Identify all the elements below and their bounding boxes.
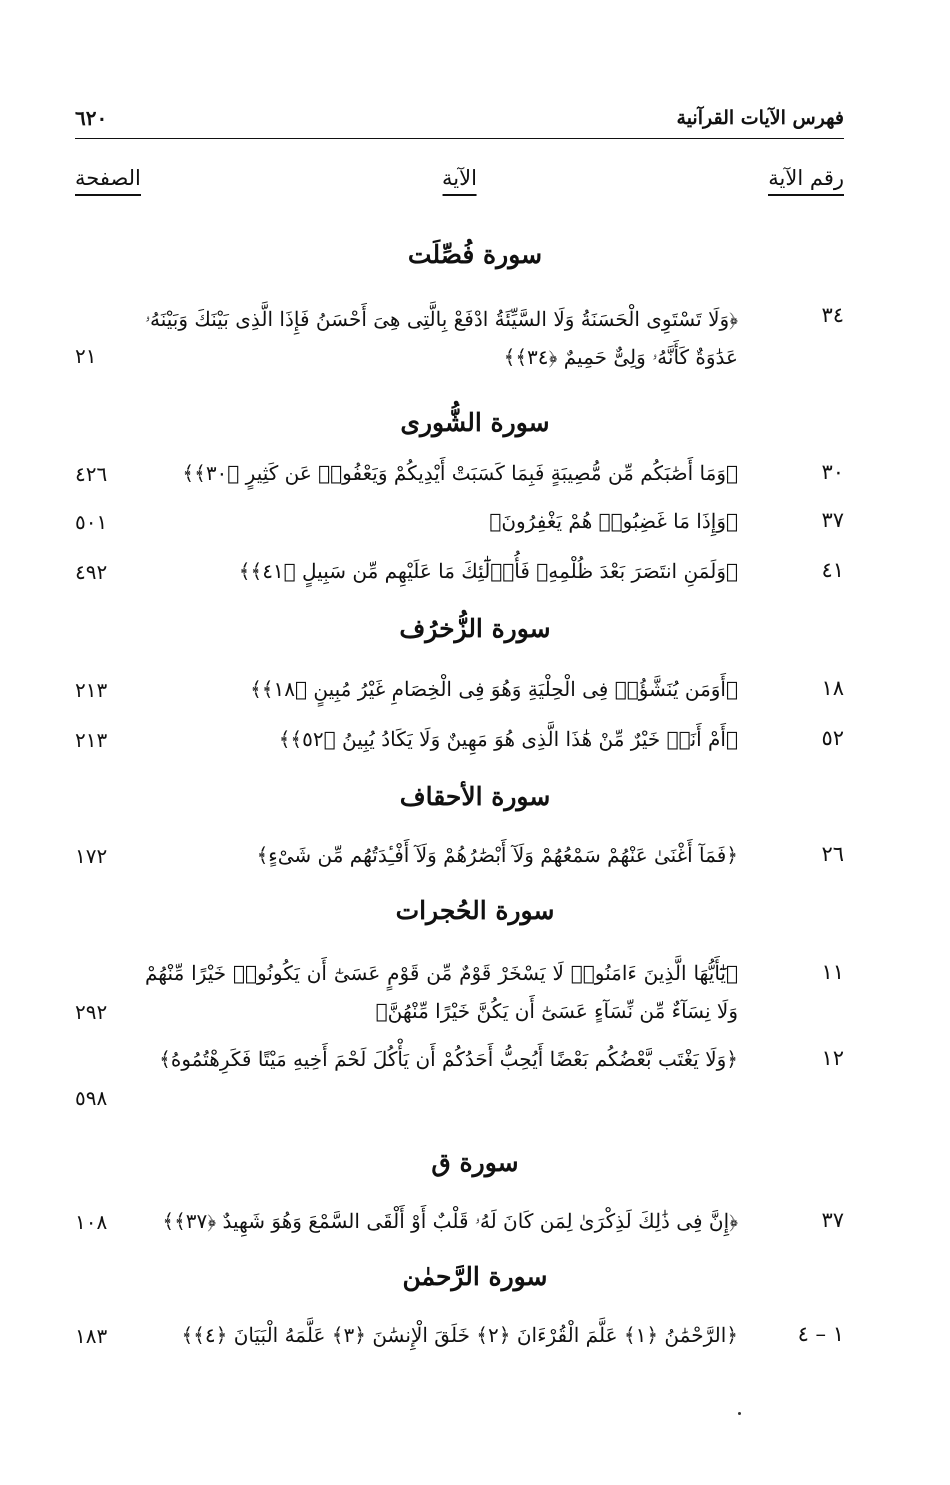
surah-heading: سورة الحُجرات — [395, 896, 555, 925]
column-header-ayah-number: رقم الآية — [768, 166, 844, 196]
ayah-number: ١١ — [821, 960, 844, 984]
page-number: ٦٢٠ — [75, 106, 108, 130]
ayah-entry — [75, 508, 844, 548]
page-reference: ٤٢٦ — [75, 462, 108, 486]
ayah-number: ٥٢ — [821, 726, 844, 750]
ayah-text: ﴿إِنَّ فِى ذَٰلِكَ لَذِكْرَىٰ لِمَن كَانَ لَهُۥ قَلْبٌ أَوْ أَلْقَى السَّمْعَ وَهُوَ شَهِيدٌ ﴿٣٧﴾﴾ — [162, 1209, 738, 1233]
ayah-number: ٣٧ — [821, 508, 844, 532]
ayah-text: ﴿وَلَا يَغْتَب بَّعْضُكُم بَعْضًا أَيُحِبُّ أَحَدُكُمْ أَن يَأْكُلَ لَحْمَ أَخِيهِ مَيْتًا فَكَرِهْتُمُوهُ﴾ — [159, 1047, 738, 1071]
ayah-entry — [75, 958, 844, 1038]
surah-heading: سورة ق — [431, 1148, 519, 1177]
column-headers — [75, 166, 844, 202]
ayah-text: ﴿فَمَآ أَغْنَىٰ عَنْهُمْ سَمْعُهُمْ وَلَآ أَبْصَٰرُهُمْ وَلَآ أَفْـِٔدَتُهُم مِّن شَىْءٍ﴾ — [256, 843, 738, 867]
ayah-number: ١ – ٤ — [797, 1322, 844, 1346]
surah-heading: سورة الأحقاف — [399, 782, 551, 811]
page-reference: ٤٩٢ — [75, 560, 108, 584]
surah-heading: سورة الشُّورى — [400, 408, 550, 437]
ayah-text: ﴿أَوَمَن يُنَشَّؤُا۟ فِى الْحِلْيَةِ وَهُوَ فِى الْخِصَامِ غَيْرُ مُبِينٍ ﴿١٨﴾﴾ — [250, 677, 738, 701]
column-header-ayah: الآية — [442, 166, 477, 196]
column-header-page: الصفحة — [75, 166, 141, 196]
ayah-entry — [75, 1208, 844, 1248]
page-reference: ٢١٣ — [75, 728, 108, 752]
ayah-text: ﴿وَمَا أَصَٰبَكُم مِّن مُّصِيبَةٍ فَبِمَا كَسَبَتْ أَيْدِيكُمْ وَيَعْفُوا۟ عَن كَثِيرٍ ﴿٣٠﴾﴾ — [182, 461, 738, 485]
running-title: فهرس الآيات القرآنية — [676, 107, 844, 129]
ayah-number: ٣٠ — [821, 460, 844, 484]
ayah-number: ١٢ — [821, 1046, 844, 1070]
ayah-text: ﴿وَلَا تَسْتَوِى الْحَسَنَةُ وَلَا السَّيِّئَةُ ادْفَعْ بِالَّتِى هِىَ أَحْسَنُ فَإِذَا الَّذِى بَيْنَكَ وَبَيْنَهُۥ عَدَٰوَةٌ كَأَنَّهُۥ وَلِىٌّ حَمِيمٌ ﴿٣٤﴾﴾ — [145, 307, 738, 369]
page-reference: ٢١ — [75, 344, 97, 368]
ayah-text: ﴿وَلَمَنِ انتَصَرَ بَعْدَ ظُلْمِهِۦ فَأُو۟لَٰٓئِكَ مَا عَلَيْهِم مِّن سَبِيلٍ ﴿٤١﴾﴾ — [238, 559, 738, 583]
running-header — [75, 98, 844, 139]
ayah-text: ﴿أَمْ أَنَا۠ خَيْرٌ مِّنْ هَٰذَا الَّذِى هُوَ مَهِينٌ وَلَا يَكَادُ يُبِينُ ﴿٥٢﴾﴾ — [278, 727, 738, 751]
print-speck — [738, 1412, 741, 1415]
page-reference: ٢١٣ — [75, 678, 108, 702]
surah-heading: سورة فُصِّلَت — [407, 240, 543, 269]
ayah-entry — [75, 842, 844, 882]
ayah-number: ٤١ — [821, 558, 844, 582]
ayah-entry — [75, 558, 844, 598]
ayah-number: ٣٤ — [821, 303, 844, 327]
ayah-number: ١٨ — [821, 676, 844, 700]
ayah-number: ٣٧ — [821, 1208, 844, 1232]
page-reference: ٥٩٨ — [75, 1086, 108, 1110]
page-reference: ١٧٢ — [75, 844, 108, 868]
ayah-entry — [75, 460, 844, 500]
ayah-entry — [75, 1322, 844, 1362]
ayah-entry — [75, 1044, 844, 1124]
page-reference: ١٠٨ — [75, 1210, 108, 1234]
page-reference: ٢٩٢ — [75, 1000, 108, 1024]
ayah-number: ٢٦ — [821, 842, 844, 866]
ayah-text: ﴿وَإِذَا مَا غَضِبُوا۟ هُمْ يَغْفِرُونَ﴾ — [489, 509, 738, 533]
ayah-text: ﴿يَٰٓأَيُّهَا الَّذِينَ ءَامَنُوا۟ لَا يَسْخَرْ قَوْمٌ مِّن قَوْمٍ عَسَىٰٓ أَن يَكُونُوا۟ خَيْرًا مِّنْهُمْ وَلَا نِسَآءٌ مِّن نِّسَآءٍ عَسَىٰٓ أَن يَكُنَّ خَيْرًا مِّنْهُنَّ﴾ — [145, 961, 738, 1023]
ayah-entry — [75, 726, 844, 766]
page-reference: ٥٠١ — [75, 510, 108, 534]
ayah-text: ﴿الرَّحْمَٰنُ ﴿١﴾ عَلَّمَ الْقُرْءَانَ ﴿٢﴾ خَلَقَ الْإِنسَٰنَ ﴿٣﴾ عَلَّمَهُ الْبَيَانَ ﴿٤﴾﴾ — [181, 1323, 738, 1347]
ayah-entry — [75, 676, 844, 716]
ayah-entry — [75, 300, 844, 380]
page-reference: ١٨٣ — [75, 1324, 108, 1348]
surah-heading: سورة الرَّحمٰن — [402, 1262, 548, 1291]
surah-heading: سورة الزُّخرُف — [399, 614, 551, 643]
